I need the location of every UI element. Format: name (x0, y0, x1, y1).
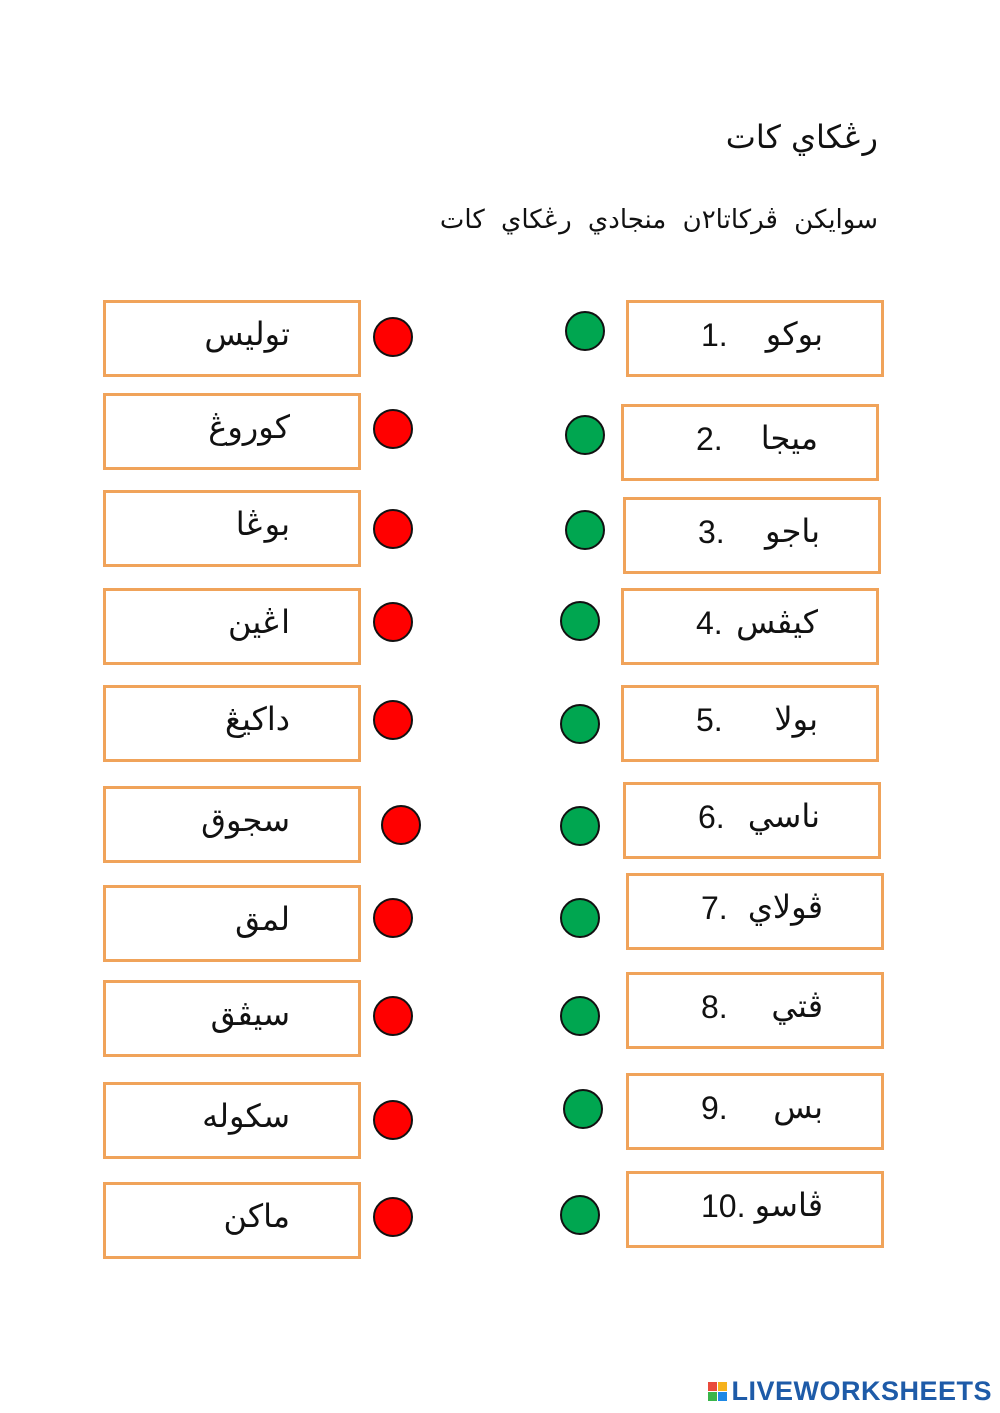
left-match-dot[interactable] (373, 509, 413, 549)
right-match-dot[interactable] (565, 415, 605, 455)
answer-word: اڠين (228, 603, 290, 641)
question-box (621, 404, 879, 481)
left-match-dot[interactable] (373, 602, 413, 642)
answer-box[interactable] (103, 885, 361, 962)
right-match-dot[interactable] (560, 601, 600, 641)
right-match-dot[interactable] (560, 806, 600, 846)
question-word: ناسي (747, 797, 820, 835)
answer-word: توليس (204, 315, 290, 353)
question-word: باجو (765, 512, 820, 550)
answer-box[interactable] (103, 393, 361, 470)
answer-box[interactable] (103, 1082, 361, 1159)
question-box (623, 497, 881, 574)
answer-word: سيڤق (210, 995, 290, 1033)
question-number: 8. (701, 989, 728, 1025)
answer-box[interactable] (103, 980, 361, 1057)
question-box (626, 972, 884, 1049)
left-match-dot[interactable] (373, 1197, 413, 1237)
answer-box[interactable] (103, 588, 361, 665)
worksheet-instruction: سوايكن ڤركاتا٢ن منجادي رڠكاي كات (439, 205, 878, 235)
question-box (621, 588, 879, 665)
answer-box[interactable] (103, 1182, 361, 1259)
question-box (626, 1171, 884, 1248)
question-box (623, 782, 881, 859)
liveworksheets-logo-icon (708, 1382, 727, 1401)
left-match-dot[interactable] (373, 700, 413, 740)
left-match-dot[interactable] (381, 805, 421, 845)
question-number: 9. (701, 1090, 728, 1126)
question-box (626, 873, 884, 950)
question-word: كيڤس (736, 603, 818, 641)
left-match-dot[interactable] (373, 317, 413, 357)
liveworksheets-brand (708, 1376, 992, 1407)
question-word: ميجا (760, 419, 818, 457)
right-match-dot[interactable] (560, 704, 600, 744)
left-match-dot[interactable] (373, 1100, 413, 1140)
answer-word: كوروڠ (208, 408, 290, 446)
question-box (626, 1073, 884, 1150)
question-word: ڤولاي (747, 888, 823, 926)
answer-box[interactable] (103, 685, 361, 762)
question-number: 4. (696, 605, 723, 641)
question-number: 10. (701, 1188, 746, 1224)
question-number: 7. (701, 890, 728, 926)
question-word: ڤتي (771, 987, 823, 1025)
answer-word: بوڠا (235, 505, 290, 543)
right-match-dot[interactable] (560, 996, 600, 1036)
question-number: 6. (698, 799, 725, 835)
question-word: بوكو (765, 315, 823, 353)
answer-box[interactable] (103, 300, 361, 377)
right-match-dot[interactable] (560, 898, 600, 938)
answer-word: سجوق (201, 801, 290, 839)
question-number: 3. (698, 514, 725, 550)
left-match-dot[interactable] (373, 409, 413, 449)
answer-word: ماكن (223, 1197, 290, 1235)
right-match-dot[interactable] (565, 510, 605, 550)
worksheet-title: رڠكاي كات (725, 118, 878, 156)
question-number: 1. (701, 317, 728, 353)
question-box (626, 300, 884, 377)
answer-word: داكيڠ (224, 700, 290, 738)
answer-word: سكوله (202, 1097, 290, 1135)
question-word: بس (773, 1088, 823, 1126)
right-match-dot[interactable] (563, 1089, 603, 1129)
brand-text: LIVEWORKSHEETS (731, 1376, 992, 1406)
left-match-dot[interactable] (373, 996, 413, 1036)
question-number: 2. (696, 421, 723, 457)
question-word: بولا (774, 700, 818, 738)
question-number: 5. (696, 702, 723, 738)
left-match-dot[interactable] (373, 898, 413, 938)
answer-word: لمق (235, 900, 290, 938)
question-box (621, 685, 879, 762)
answer-box[interactable] (103, 490, 361, 567)
right-match-dot[interactable] (560, 1195, 600, 1235)
right-match-dot[interactable] (565, 311, 605, 351)
answer-box[interactable] (103, 786, 361, 863)
question-word: ڤاسو (754, 1186, 823, 1224)
